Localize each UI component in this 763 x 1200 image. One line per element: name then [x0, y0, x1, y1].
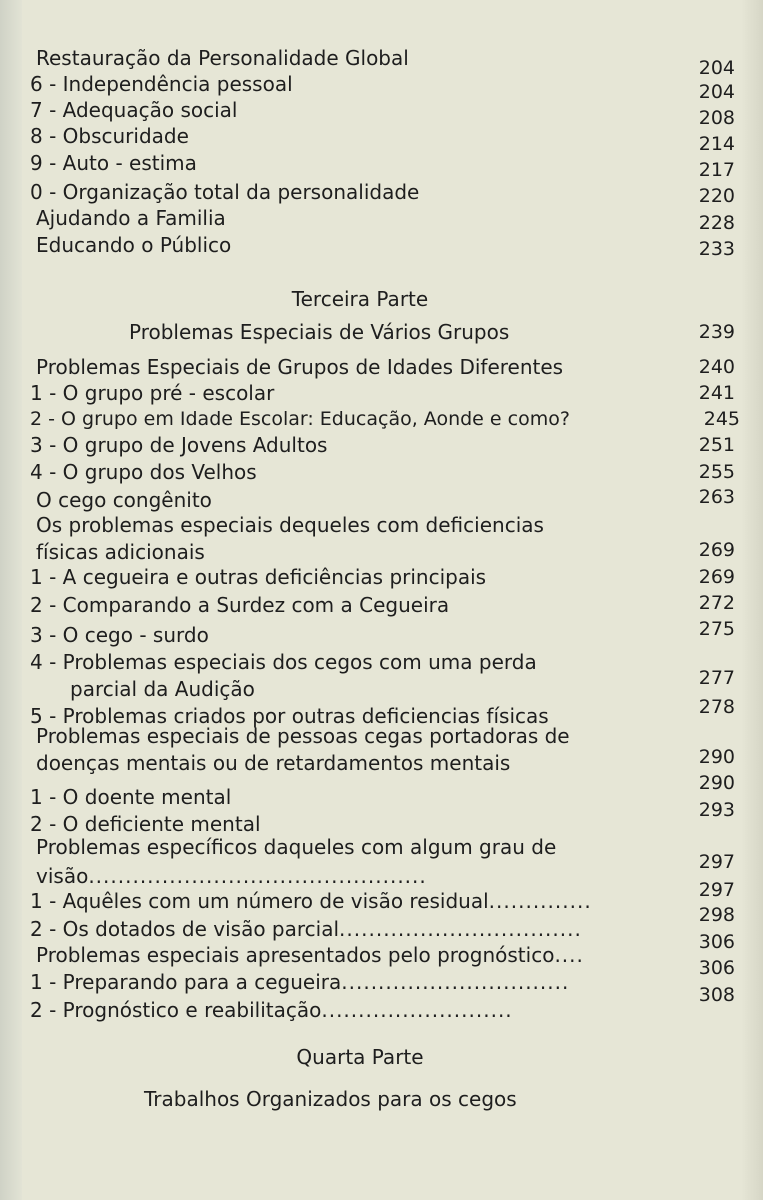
toc-entry: 1 - A cegueira e outras deficiências principais — [30, 565, 487, 589]
leader-dots: .............. — [488, 889, 592, 913]
toc-entry: 1 - Aquêles com um número de visão residual.............. — [30, 889, 592, 913]
toc-entry: parcial da Audição — [70, 677, 255, 701]
part-heading: Terceira Parte — [291, 287, 429, 311]
toc-entry: 4 - O grupo dos Velhos — [30, 460, 257, 484]
leader-dots: ............................... — [341, 970, 570, 994]
toc-entry: 2 - O grupo em Idade Escolar: Educação, Aonde e como? — [30, 408, 570, 430]
toc-page-number: 204 — [698, 81, 735, 103]
toc-page-number: 269 — [698, 566, 735, 588]
toc-page-number: 251 — [698, 434, 735, 456]
toc-page-number: 275 — [698, 618, 735, 640]
toc-entry: 0 - Organização total da personalidade — [30, 180, 420, 204]
toc-entry: 6 - Independência pessoal — [30, 72, 293, 96]
toc-page-number: 297 — [698, 879, 735, 901]
part-heading: Quarta Parte — [296, 1045, 424, 1069]
toc-entry: Problemas especiais apresentados pelo prognóstico.... — [36, 943, 584, 967]
toc-page-number: 297 — [698, 851, 735, 873]
part-subtitle: Problemas Especiais de Vários Grupos — [129, 320, 510, 344]
toc-entry: 9 - Auto - estima — [30, 151, 197, 175]
toc-page-number: 208 — [698, 107, 735, 129]
toc-page-number: 272 — [698, 592, 735, 614]
toc-entry: Ajudando a Familia — [36, 206, 226, 230]
toc-page-number: 290 — [698, 772, 735, 794]
toc-entry: Restauração da Personalidade Global — [36, 46, 409, 70]
toc-entry: Problemas Especiais de Grupos de Idades Diferentes — [36, 355, 564, 379]
toc-page-number: 308 — [698, 984, 735, 1006]
leader-dots: .... — [554, 943, 584, 967]
toc-entry: físicas adicionais — [36, 540, 205, 564]
toc-page-number: 217 — [698, 159, 735, 181]
toc-page-number: 239 — [698, 321, 735, 343]
toc-entry: 1 - Preparando para a cegueira............................... — [30, 970, 570, 994]
toc-page-number: 306 — [698, 957, 735, 979]
toc-entry: 1 - O grupo pré - escolar — [30, 381, 275, 405]
toc-page-number: 245 — [703, 408, 740, 430]
page-gutter — [0, 0, 22, 1200]
toc-page-number: 241 — [698, 382, 735, 404]
toc-page-number: 293 — [698, 799, 735, 821]
toc-page-number: 214 — [698, 133, 735, 155]
toc-page-number: 278 — [698, 696, 735, 718]
toc-page-number: 233 — [698, 238, 735, 260]
toc-page-number: 269 — [698, 539, 735, 561]
leader-dots: ................................. — [339, 917, 582, 941]
toc-entry: Educando o Público — [36, 233, 232, 257]
toc-page-number: 240 — [698, 356, 735, 378]
toc-entry: Problemas específicos daqueles com algum grau de — [36, 835, 557, 859]
toc-entry: 5 - Problemas criados por outras deficiencias físicas — [30, 704, 549, 728]
leader-dots: .......................... — [321, 998, 513, 1022]
toc-entry: 4 - Problemas especiais dos cegos com uma perda — [30, 650, 537, 674]
toc-entry: 3 - O cego - surdo — [30, 623, 209, 647]
toc-entry: 7 - Adequação social — [30, 98, 238, 122]
toc-entry: 2 - Prognóstico e reabilitação.......................... — [30, 998, 513, 1022]
toc-page-number: 298 — [698, 904, 735, 926]
toc-entry: 1 - O doente mental — [30, 785, 232, 809]
toc-page-number: 306 — [698, 931, 735, 953]
toc-page-number: 255 — [698, 461, 735, 483]
toc-entry: 3 - O grupo de Jovens Adultos — [30, 433, 328, 457]
toc-page-number: 290 — [698, 746, 735, 768]
page-edge — [741, 0, 763, 1200]
toc-entry: 2 - O deficiente mental — [30, 812, 261, 836]
leader-dots: .............................................. — [88, 864, 427, 888]
toc-page-number: 204 — [698, 57, 735, 79]
toc-entry: 2 - Comparando a Surdez com a Cegueira — [30, 593, 450, 617]
toc-entry: visão.............................................. — [36, 864, 427, 888]
toc-entry: 2 - Os dotados de visão parcial................................. — [30, 917, 582, 941]
part-subtitle: Trabalhos Organizados para os cegos — [144, 1087, 517, 1111]
toc-page-number: 277 — [698, 667, 735, 689]
toc-page-number: 220 — [698, 185, 735, 207]
toc-page-number: 263 — [698, 486, 735, 508]
toc-entry: 8 - Obscuridade — [30, 124, 189, 148]
toc-entry: O cego congênito — [36, 488, 212, 512]
toc-page-number: 228 — [698, 212, 735, 234]
toc-entry: doenças mentais ou de retardamentos mentais — [36, 751, 511, 775]
toc-entry: Problemas especiais de pessoas cegas portadoras de — [36, 724, 570, 748]
toc-entry: Os problemas especiais dequeles com deficiencias — [36, 513, 544, 537]
